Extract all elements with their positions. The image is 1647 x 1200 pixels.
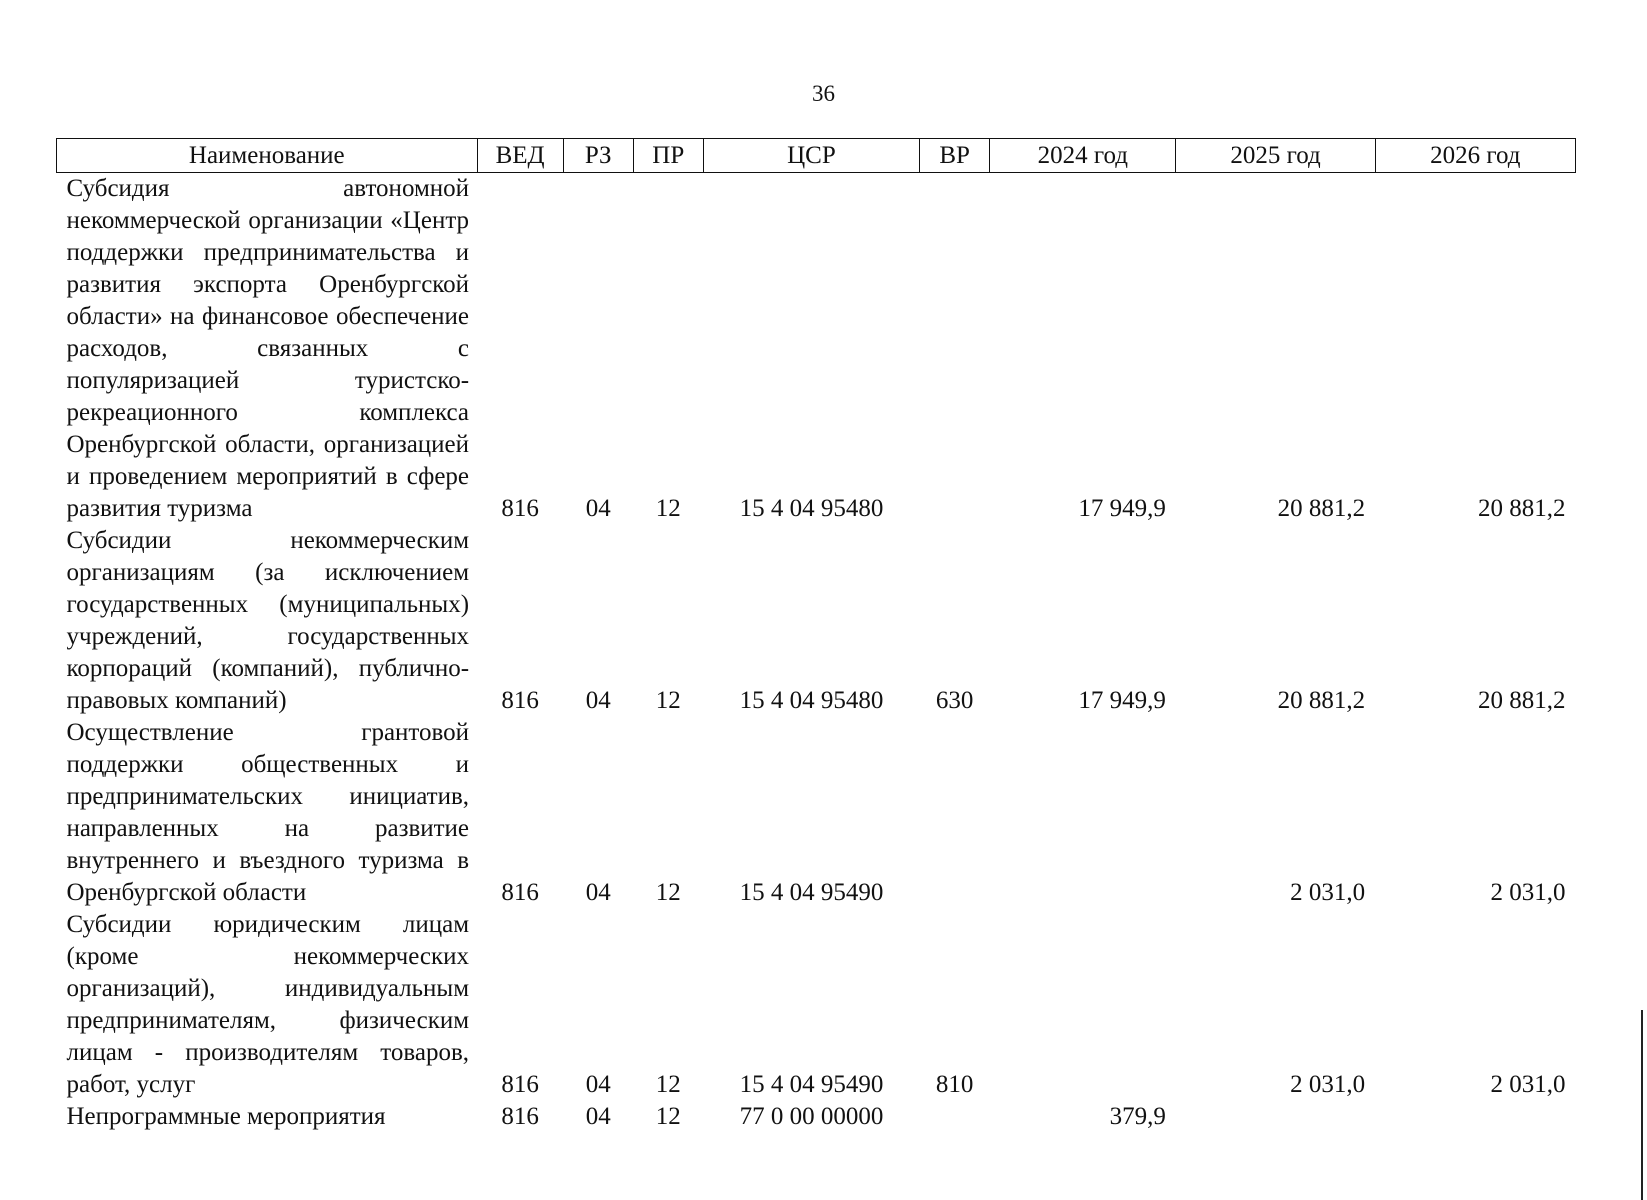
row-name-text: Непрограммные мероприятия [66,1103,386,1130]
row-ved: 816 [501,879,539,906]
row-pr: 12 [655,1103,681,1130]
row-ved: 816 [501,1103,539,1130]
header-2024: 2024 год [990,139,1176,173]
row-csr: 15 4 04 95490 [739,1071,884,1098]
table-row [57,909,1576,1101]
row-vr [920,173,990,526]
row-pr: 12 [655,687,681,714]
row-2025: 20 881,2 [1277,495,1366,522]
header-csr: ЦСР [703,139,919,173]
header-pr: ПР [633,139,703,173]
row-vr [920,1101,990,1133]
page-number: 36 [812,81,835,106]
row-csr: 77 0 00 00000 [739,1103,884,1130]
row-csr: 15 4 04 95480 [739,687,884,714]
header-ved: ВЕД [477,139,563,173]
row-name-text: Субсидии юридическим лицам (кроме некоммерческих организаций), индивидуальным предпринимателям, физическим лицам - производителям товаров, работ, услуг [66,911,470,1098]
row-pr: 12 [655,879,681,906]
row-2026: 20 881,2 [1478,495,1566,522]
row-pr: 12 [655,1071,681,1098]
row-rz: 04 [585,879,611,906]
row-2026: 2 031,0 [1490,879,1566,906]
row-name-text: Субсидии некоммерческим организациям (за исключением государственных (муниципальных) учреждений, государственных корпораций (компаний), публично-правовых компаний) [66,527,470,714]
budget-table [56,138,1576,1133]
row-2025 [1176,1101,1375,1133]
row-name [57,717,478,909]
row-2024: 379,9 [1109,1103,1166,1130]
row-2025: 20 881,2 [1277,687,1366,714]
row-name-text: Осуществление грантовой поддержки общественных и предпринимательских инициатив, направленных на развитие внутреннего и въездного туризма в Оренбургской области [66,719,470,906]
row-rz: 04 [585,1071,611,1098]
table-row [57,1101,1576,1133]
header-2026: 2026 год [1375,139,1575,173]
row-name [57,909,478,1101]
table-header [57,139,1576,173]
row-ved: 816 [501,1071,539,1098]
row-2025: 2 031,0 [1290,1071,1366,1098]
row-ved: 816 [501,687,539,714]
row-vr: 630 [935,687,974,714]
row-ved: 816 [501,495,539,522]
row-csr: 15 4 04 95490 [739,879,884,906]
header-name: Наименование [57,139,478,173]
table-row [57,173,1576,526]
row-name [57,525,478,717]
row-name [57,1101,478,1133]
table-row [57,717,1576,909]
row-2024 [990,717,1176,909]
row-pr: 12 [655,495,681,522]
row-vr: 810 [935,1071,974,1098]
row-2026 [1375,1101,1575,1133]
header-vr: ВР [920,139,990,173]
row-2026: 2 031,0 [1490,1071,1566,1098]
header-row [57,139,1576,173]
scan-edge-line [1641,1010,1643,1200]
table-body [57,173,1576,1134]
row-rz: 04 [585,687,611,714]
row-name-text: Субсидия автономной некоммерческой организации «Центр поддержки предпринимательства и развития экспорта Оренбургской области» на финансовое обеспечение расходов, связанных с популяризацией туристско-рекреационного комплекса Оренбургской области, организацией и проведением мероприятий в сфере развития туризма [66,175,470,522]
row-name [57,173,478,526]
header-rz: РЗ [563,139,633,173]
row-vr [920,717,990,909]
row-2024 [990,909,1176,1101]
row-2025: 2 031,0 [1290,879,1366,906]
row-2024: 17 949,9 [1078,495,1166,522]
table-row [57,525,1576,717]
row-2026: 20 881,2 [1478,687,1566,714]
row-rz: 04 [585,495,611,522]
row-2024: 17 949,9 [1078,687,1166,714]
header-2025: 2025 год [1176,139,1375,173]
row-rz: 04 [585,1103,611,1130]
row-csr: 15 4 04 95480 [739,495,884,522]
